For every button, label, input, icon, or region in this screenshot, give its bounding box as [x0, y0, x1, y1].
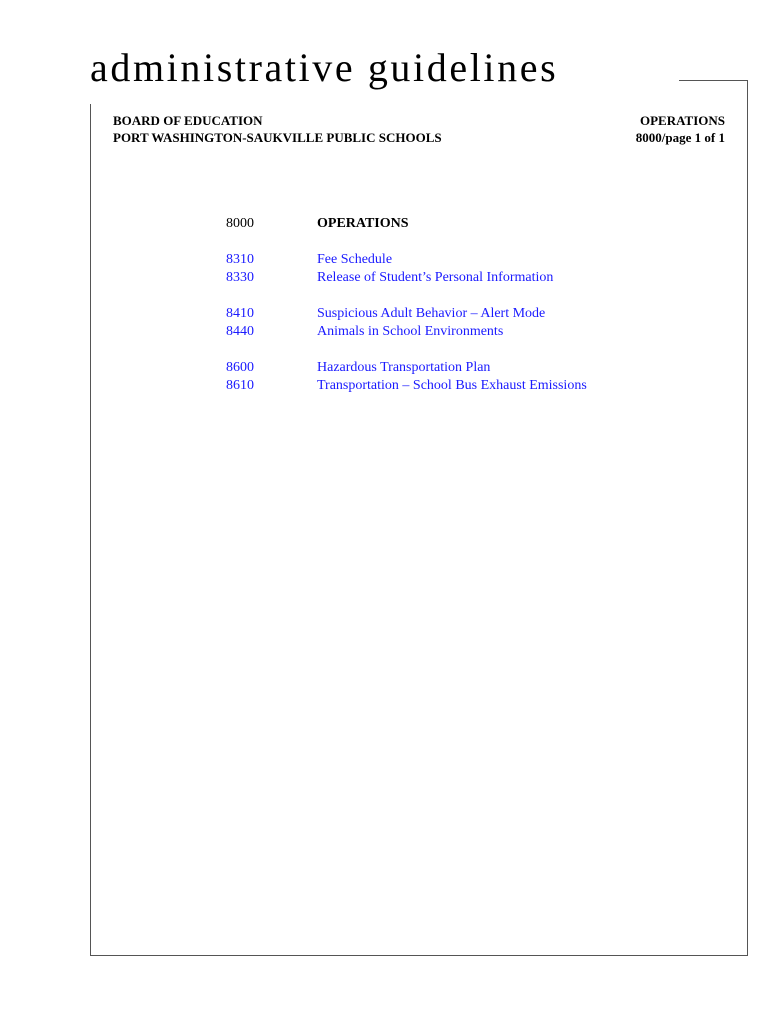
page-label: 8000/page 1 of 1 [635, 130, 725, 145]
frame-right-border [747, 80, 748, 956]
frame-bottom-border [90, 955, 748, 956]
toc-item-number[interactable]: 8310 [226, 252, 254, 267]
toc-item-link[interactable]: Hazardous Transportation Plan [317, 360, 491, 375]
toc-heading-number: 8000 [226, 216, 254, 231]
toc-item-link[interactable]: Suspicious Adult Behavior – Alert Mode [317, 306, 546, 321]
toc-item-link[interactable]: Fee Schedule [317, 252, 393, 267]
toc-item-number[interactable]: 8610 [226, 378, 254, 393]
toc-heading-title: OPERATIONS [317, 216, 409, 231]
header-right [636, 112, 725, 146]
toc-item-link[interactable]: Animals in School Environments [317, 324, 504, 339]
toc-item-number[interactable]: 8600 [226, 360, 254, 375]
toc-item-link[interactable]: Transportation – School Bus Exhaust Emissions [317, 378, 587, 393]
toc-item-number[interactable]: 8410 [226, 306, 254, 321]
board-label: BOARD OF EDUCATION [113, 113, 263, 128]
frame-top-border [679, 80, 748, 81]
frame-left-border [90, 104, 91, 956]
header-left [113, 112, 442, 146]
section-label: OPERATIONS [640, 113, 725, 128]
toc-item-number[interactable]: 8330 [226, 270, 254, 285]
document-banner-title: administrative guidelines [90, 45, 559, 90]
district-label: PORT WASHINGTON-SAUKVILLE PUBLIC SCHOOLS [113, 130, 442, 145]
toc-item-number[interactable]: 8440 [226, 324, 254, 339]
toc-item-link[interactable]: Release of Student’s Personal Information [317, 270, 554, 285]
